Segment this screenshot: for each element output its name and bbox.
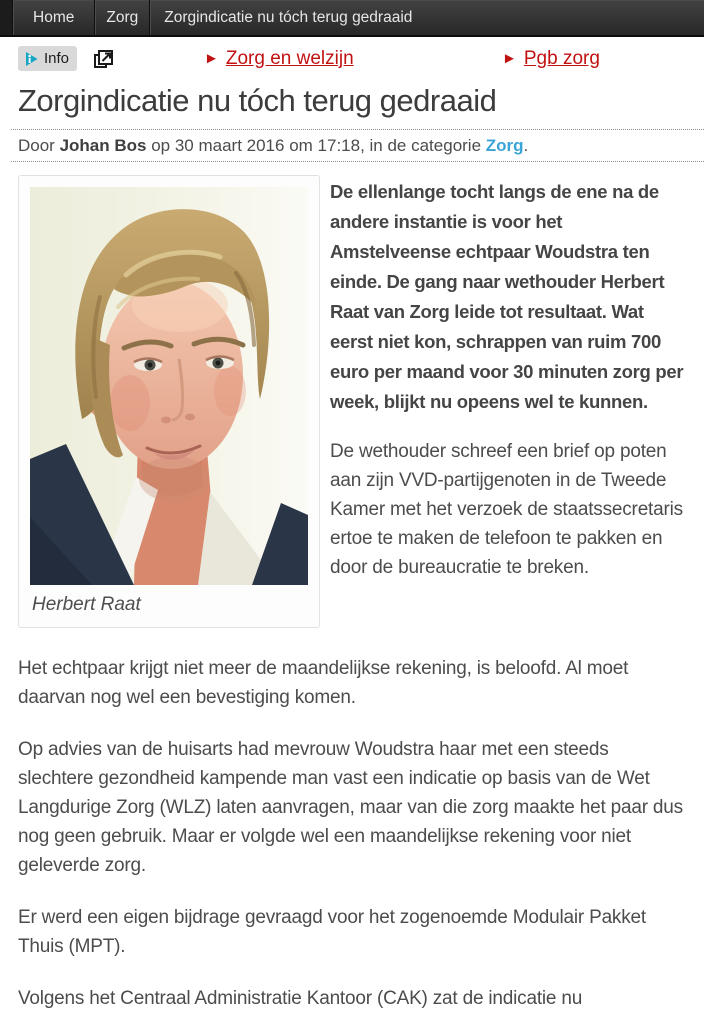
divider xyxy=(11,129,704,130)
ad-link-label: Pgb zorg xyxy=(523,48,600,69)
adchoices-info-button[interactable] xyxy=(18,46,77,71)
adchoices-triangle-icon xyxy=(23,50,40,68)
byline xyxy=(18,136,686,156)
paragraph-intro: De ellenlange tocht langs de ene na de andere instantie is voor het Amstelveense echtpaar Woudstra ten einde. De gang naar wethouder Herbert Raat van Zorg leide tot resultaat. Wat eerst niet kon, schrappen van ruim 700 euro per maand voor 30 minuten zorg per week, blijkt nu opeens wel te kunnen. xyxy=(330,181,684,412)
byline-prefix: Door xyxy=(18,136,60,155)
article-body xyxy=(18,654,686,1013)
nav-breadcrumb-label: Zorgindicatie nu tóch terug gedraaid xyxy=(164,8,413,26)
ad-info-label: Info xyxy=(44,50,70,67)
article-figure xyxy=(18,175,320,628)
byline-suffix: . xyxy=(523,136,529,155)
nav-breadcrumb-current-page[interactable] xyxy=(149,0,704,35)
external-link-icon[interactable] xyxy=(92,47,116,71)
byline-author: Johan Bos xyxy=(59,136,147,155)
paragraph-3: Het echtpaar krijgt niet meer de maandelijkse rekening, is beloofd. Al moet daarvan nog wel een bevestiging komen. xyxy=(18,658,629,708)
category-link-zorg[interactable]: Zorg xyxy=(485,136,524,155)
ad-link-pgb-zorg[interactable] xyxy=(502,48,600,70)
nav-item-zorg[interactable] xyxy=(94,0,149,35)
ad-link-zorg-en-welzijn[interactable] xyxy=(204,48,354,70)
paragraph-2: De wethouder schreef een brief op poten aan zijn VVD-partijgenoten in de Tweede Kamer met het verzoek de staatssecretaris ertoe te maken de telefoon te pakken en door de bureaucratie te breken. xyxy=(330,441,683,578)
nav-item-home-label: Home xyxy=(33,8,75,26)
nav-item-zorg-label: Zorg xyxy=(106,8,139,26)
byline-date: op 30 maart 2016 om 17:18, in de categorie xyxy=(146,136,486,155)
lead-section xyxy=(18,175,686,628)
ad-link-label: Zorg en welzijn xyxy=(225,48,354,69)
photo-caption: Herbert Raat xyxy=(32,594,141,615)
nav-left-spacer xyxy=(0,0,12,35)
portrait-photo-herbert-raat xyxy=(30,187,308,585)
lead-text-column xyxy=(320,175,686,582)
paragraph-6: Volgens het Centraal Administratie Kantoor (CAK) zat de indicatie nu xyxy=(18,988,583,1009)
paragraph-5: Er werd een eigen bijdrage gevraagd voor het zogenoemde Modulair Pakket Thuis (MPT). xyxy=(18,907,646,957)
ad-info-row xyxy=(0,46,704,74)
divider xyxy=(11,161,704,162)
top-nav xyxy=(0,0,704,37)
nav-item-home[interactable] xyxy=(12,0,94,35)
paragraph-4: Op advies van de huisarts had mevrouw Woudstra haar met een steeds slechtere gezondheid kampende man vast een indicatie op basis van de Wet Langdurige Zorg (WLZ) laten aanvragen, maar van die zorg maakte het paar dus nog geen gebruik. Maar er volgde wel een maandelijkse rekening voor niet geleverde zorg. xyxy=(18,739,683,876)
page-title: Zorgindicatie nu tóch terug gedraaid xyxy=(18,83,497,118)
red-arrow-icon: ► xyxy=(502,50,517,67)
red-arrow-icon: ► xyxy=(204,50,219,67)
